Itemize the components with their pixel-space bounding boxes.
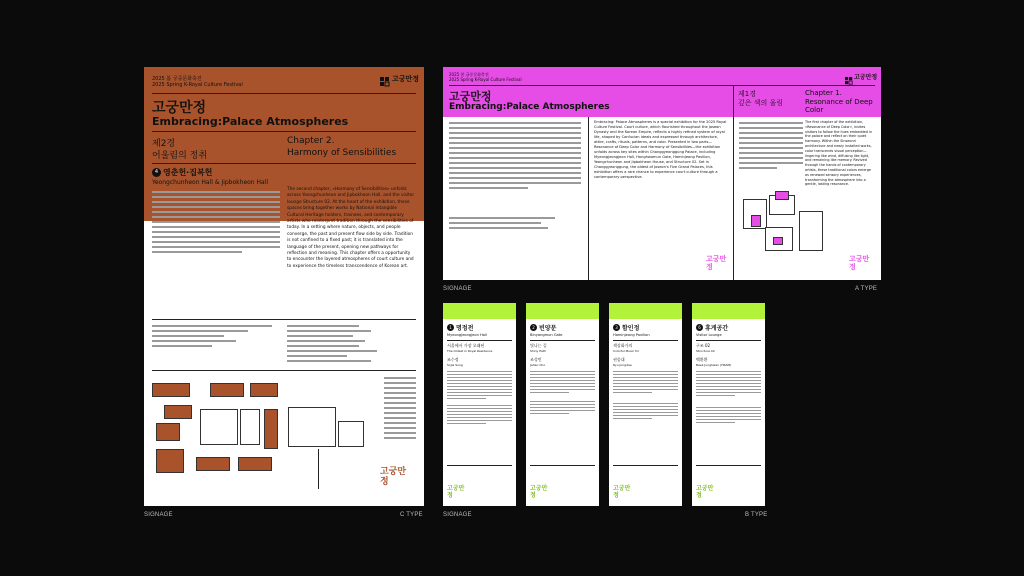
map-building-2 [338,421,364,447]
credits-left [152,325,272,350]
a-footer-logo-left: 고궁만정 [706,255,727,271]
a-festival-logo-text: 고궁만정 [854,74,878,81]
a-body-en-mid: Embracing: Palace Atmospheres is a special exhibition for the 2025 Royal Culture Festival. Court culture, which flourished throughout the Joseon Dynasty and the Korean Empire, reflects a highly refined system of royal life, shaped by Confucian ideals and expressed through architecture, attire, crafts, rituals, patterns, and color. Presented in two parts—Resonance of Deep Color and Harmony of Sensibilities—the exhibition unfolds across key sites within Changgyeonggung Palace, including Myeongjeongjeon Hall, Honghwamun Gate, Haminjeong Pavilion, Yeongchunheon and Jipbokheon House, and Structure 02. Set in Changgyeonggung, the oldest of Joseon's Five Grand Palaces, this exhibition offers a rare chance to experience court culture through a contemporary perspective. [594,120,727,179]
a-chapter-ko: 제1경 [738,90,756,98]
b-panel-title-en: Visitor Lounge [696,333,722,337]
a-type-caption-left: SIGNAGE [443,286,472,292]
a-map-building-3 [751,215,761,227]
exhibition-title-ko: 고궁만정 [152,100,207,116]
a-map-block-4 [799,211,823,251]
a-type-sign [443,67,881,280]
location-number-badge: 4 [152,168,161,177]
exhibition-title-en: Embracing:Palace Atmospheres [152,115,349,128]
map-building-9 [210,383,244,397]
b-panel-work-ko: 조수정 [447,357,459,362]
b-panel-work-en: Ryu Jongdae [613,363,632,367]
body-en-text: The second chapter, «Harmony of Sensibilities» unfolds across Yeongchunheon and Jipbokheon Hall, and the visitor lounge Structure 02. At the heart of the exhibition, these spaces bring together works by National Intangible Cultural Heritage holders, trainees, and contemporary artists who reinterpret tradition through the sensibilities of today. In a setting where nature, objects, and people converge, the past and present flow side by side. Tradition is not confined to a fixed past; it is translated into the language of the present, opening new pathways for reflection and meaning. This chapter offers a opportunity to encounter the layered atmospheres of court culture and to experience the timeless transcendence of Korean art. [287,187,415,269]
b-panel-footer-logo: 고궁만정 [530,485,548,499]
c-type-site-map [152,377,377,497]
map-building-3 [238,457,272,471]
b-panel-work-ko: 권종대 [613,357,625,362]
map-building-5 [156,449,184,473]
b-panel-title-en: Myeongjeongjeon Hall [447,333,487,337]
b-type-caption-left: SIGNAGE [443,512,472,518]
b-panel-sub-en: Shiny Path [530,349,546,353]
a-type-site-map [743,187,833,277]
a-body-en-right: The first chapter of the exhibition, «Resonance of Deep Color», invites visitors to follow the hues embedded in the palace and reflect on their quiet harmony. Within the Sinseonri architecture and newly installed works, color transcends visual perception—lingering like wind, diffusing like light, and remaining like memory. Revived through the hands of contemporary artists, these traditional colors emerge as renewed sensory experiences, transforming the atmosphere into a gentle, lasting resonance. [805,120,873,187]
b-panel-title-ko: 명정전 [456,325,474,332]
b-panel-footer-logo: 고궁만정 [613,485,631,499]
b-panel-title-en: Binyangmun Gate [530,333,563,337]
b-panel-sub-ko: 빛나는 길 [530,343,547,348]
a-map-building-1 [773,237,783,245]
a-festival-logo-icon [845,72,853,80]
map-building-13 [240,409,260,445]
c-type-caption-left: SIGNAGE [144,512,173,518]
b-panel-work-ko: 조성민 [530,357,542,362]
map-building-10 [152,383,190,397]
a-title-ko: 고궁만정 [449,90,492,103]
b-panel-number: 6 [696,324,703,331]
map-building-1 [288,407,336,447]
b-panel-sub-en: The Oldest in Royal Residence [447,349,493,353]
a-footer-logo-right: 고궁만정 [849,255,870,271]
b-type-panel [609,303,682,506]
b-panel-title-ko: 함인정 [622,325,640,332]
b-type-panel [526,303,599,506]
b-panel-work-en: Jahan Cho [530,363,546,367]
b-panel-number: 3 [613,324,620,331]
a-chapter-en-sub: Resonance of Deep Color [805,98,873,114]
a-credits [449,217,581,232]
map-building-6 [264,409,278,449]
b-panel-sub-en: Colorful Music for [613,349,640,353]
map-legend [384,377,416,442]
body-ko-text [152,191,280,256]
chapter-ko: 제2경 [152,139,176,149]
map-building-7 [164,405,192,419]
b-panel-header [526,303,599,319]
chapter-en-sub: Harmony of Sensibilities [287,148,397,158]
a-festival-title-ko: 2025 봄 궁중문화축전 [449,72,489,77]
b-panel-sub-ko: 구조 02 [696,343,711,348]
b-type-panel [443,303,516,506]
festival-title-ko: 2025 봄 궁중문화축전 [152,76,202,82]
b-panel-sub-ko: 서울에서 가장 오래된 [447,343,485,348]
a-body-ko-right [739,122,803,172]
b-panel-title-en: Haminjeong Pavilion [613,333,650,337]
b-panel-title-ko: 빈양문 [539,325,557,332]
map-building-11 [156,423,180,441]
b-panel-title-ko: 휴게공간 [705,325,729,332]
location-title-ko: 영춘헌·집복헌 [163,168,213,177]
b-panel-footer-logo: 고궁만정 [696,485,714,499]
a-title-en: Embracing:Palace Atmospheres [449,102,610,112]
c-type-sign [144,67,424,506]
c-type-footer-logo: 고궁만정 [380,467,407,487]
b-panel-sub-en: Structure 02 [696,349,715,353]
map-building-8 [250,383,278,397]
a-chapter-en: Chapter 1. [805,89,842,97]
location-title-en: Yeongchunheon Hall & Jipbokheon Hall [152,179,269,186]
festival-title-en: 2025 Spring K-Royal Culture Festival [152,82,243,88]
c-type-caption-right: C TYPE [400,512,423,518]
a-body-ko-left [449,122,581,192]
b-panel-header [692,303,765,319]
map-building-4 [196,457,230,471]
a-type-caption-right: A TYPE [855,286,878,292]
b-panel-header [609,303,682,319]
chapter-en: Chapter 2. [287,136,335,146]
a-map-building-4 [775,191,789,200]
b-type-panel [692,303,765,506]
b-panel-header [443,303,516,319]
credits-right [287,325,407,365]
a-chapter-ko-sub: 깊은 색의 울림 [738,99,784,107]
b-panel-footer-logo: 고궁만정 [447,485,465,499]
festival-logo-icon [380,74,390,84]
b-panel-work-en: Sojia Song [447,363,463,367]
b-type-caption-right: B TYPE [745,512,768,518]
b-panel-work-ko: 백환환 [696,357,708,362]
a-festival-title-en: 2025 Spring K-Royal Culture Festival [449,77,522,82]
b-panel-number: 1 [447,324,454,331]
b-panel-number: 2 [530,324,537,331]
b-panel-sub-ko: 색상화가의 [613,343,633,348]
map-building-12 [200,409,238,445]
b-panel-work-en: Baek Junghwan (HRAM) [696,363,732,367]
festival-logo-text: 고궁만정 [392,75,420,83]
chapter-ko-sub: 어울림의 정취 [152,151,208,161]
